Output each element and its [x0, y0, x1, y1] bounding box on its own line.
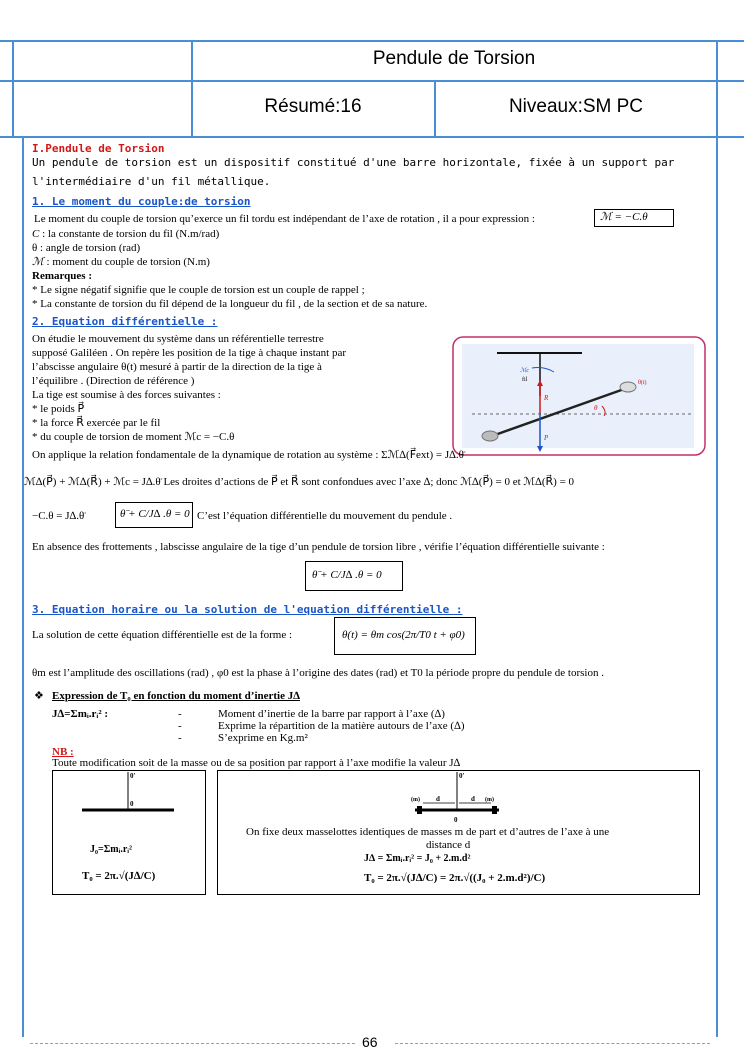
def-theta: θ : angle de torsion (rad) — [32, 242, 141, 254]
force-2: * la force R⃗ exercée par le fil — [32, 417, 161, 429]
svg-text:0: 0 — [454, 816, 458, 824]
svg-text:(m): (m) — [411, 797, 420, 803]
bullet-1: - — [178, 708, 182, 720]
masselottes-text-1: On fixe deux masselottes identiques de masses m de part et d’autres de l’axe à une — [246, 826, 610, 838]
mc-label: ℳc — [520, 368, 530, 374]
t0-expression-title: Expression de T₀ en fonction du moment d’inertie J∆ — [52, 690, 300, 702]
mass-left — [482, 431, 498, 441]
force-1: * le poids P⃗ — [32, 403, 85, 415]
torsion-pendulum-figure — [452, 336, 706, 456]
j-definition: J∆=Σmᵢ.rᵢ² : — [52, 708, 109, 720]
svg-text:(m): (m) — [485, 797, 494, 803]
bar-masses-figure — [217, 770, 698, 830]
diamond-bullet-icon: ❖ — [34, 690, 44, 702]
theta-label: θ — [594, 404, 598, 412]
def-m-symbol: ℳ — [32, 256, 44, 268]
svg-text:0: 0 — [130, 800, 134, 808]
bullet-2: - — [178, 720, 182, 732]
def-c-symbol: C — [32, 228, 40, 240]
header-right-border — [716, 40, 718, 137]
r-label: R⃗ — [544, 394, 554, 402]
mass-right — [620, 382, 636, 392]
rfd-text: On applique la relation fondamentale de la dynamique de rotation au système : Σℳ∆(F⃗ext) = J∆.θ̈ — [32, 449, 464, 461]
wire-label: fil — [522, 377, 528, 383]
couple-text: Le moment du couple de torsion qu’exerce un fil tordu est indépendant de l’axe de rotation , il a pour expression : — [34, 213, 535, 225]
svg-text:0': 0' — [459, 772, 465, 780]
solution-params: θm est l’amplitude des oscillations (rad) , φ0 est la phase à l’origine des dates (rad) et T0 la période propre du pendule de torsion . — [32, 667, 604, 679]
footer-rule-left — [30, 1043, 355, 1044]
force-3: * du couple de torsion de moment ℳc = −C.θ — [32, 431, 235, 443]
header-mid-rule — [0, 80, 744, 82]
diff-p3: l’abscisse angulaire θ(t) mesuré à partir de la direction de la tige à — [32, 361, 322, 373]
intro-line-1: Un pendule de torsion est un dispositif constitué d'une barre horizontale, fixée à un support par — [32, 156, 675, 169]
t0-formula-right: T₀ = 2π.√(J∆/C) = 2π.√((J₀ + 2.m.d²)/C) — [364, 872, 546, 884]
svg-text:0': 0' — [130, 772, 136, 780]
figure-background — [462, 344, 694, 448]
eq-left: −C.θ = J∆.θ̈ — [32, 510, 85, 522]
nb-label: NB : — [52, 746, 74, 758]
intro-line-2: l'intermédiaire d'un fil métallique. — [32, 175, 271, 188]
inertia-bullet-3: S’exprime en Kg.m² — [218, 732, 308, 744]
diff-p4: l’équilibre . (Direction de référence ) — [32, 375, 195, 387]
subsection-1-title: 1. Le moment du couple:de torsion — [32, 195, 251, 208]
def-c: : la constante de torsion du fil (N.m/rad) — [42, 228, 220, 240]
solution-intro: La solution de cette équation différentielle est de la forme : — [32, 629, 293, 641]
page-number: 66 — [362, 1034, 378, 1050]
j0-formula: J₀=Σmᵢ.rᵢ² — [90, 844, 133, 855]
remark-2: * La constante de torsion du fil dépend de la longueur du fil , de la section et de sa nature. — [32, 298, 428, 310]
eq-box-2-text: θ̈ + C/J∆ .θ = 0 — [312, 569, 382, 581]
def-m: : moment du couple de torsion (N.m) — [46, 256, 210, 268]
eq-box-1-text: θ̈ + C/J∆ .θ = 0 — [120, 508, 190, 520]
footer-rule-right — [395, 1043, 710, 1044]
svg-text:d: d — [471, 795, 475, 803]
diff-p2: supposé Galiléen . On repère les position de la tige à chaque instant par — [32, 347, 347, 359]
inertia-bullet-2: Exprime la répartition de la matière autours de l’axe (∆) — [218, 720, 465, 732]
header-left-border — [12, 40, 14, 137]
eq-caption: C’est l’équation différentielle du mouvement du pendule . — [197, 510, 453, 522]
mass-m-left — [417, 806, 422, 814]
mass-m-right — [492, 806, 497, 814]
levels: Niveaux:SM PC — [508, 96, 644, 117]
inertia-bullet-1: Moment d’inertie de la barre par rapport à l’axe (∆) — [218, 708, 445, 720]
solution-formula: θ(t) = θm cos(2π/T0 t + φ0) — [342, 629, 465, 641]
subsection-3-title: 3. Equation horaire ou la solution de l'equation différentielle : — [32, 603, 463, 616]
header-top-rule — [0, 40, 744, 42]
summary-number: Résumé:16 — [264, 96, 362, 117]
t0-formula-left: T₀ = 2π.√(J∆/C) — [82, 870, 156, 882]
remarks-label: Remarques : — [32, 270, 92, 282]
svg-text:d: d — [436, 795, 440, 803]
moments-text: ℳ∆(P⃗) + ℳ∆(R⃗) + ℳc = J∆.θ̈ Les droites d’actions de P⃗ et R⃗ sont confondues avec l’axe ∆; donc ℳ∆(P⃗) = 0 et ℳ∆(R⃗) = 0 — [24, 476, 575, 488]
p-label: P⃗ — [544, 434, 554, 442]
page-title: Pendule de Torsion — [372, 48, 536, 69]
section-title: I.Pendule de Torsion — [32, 142, 165, 155]
j-delta-formula: J∆ = Σmᵢ.rᵢ² = J₀ + 2.m.d² — [364, 853, 471, 864]
page-right-border — [716, 137, 718, 1037]
header-bottom-rule — [0, 136, 744, 138]
remark-1: * Le signe négatif signifie que le couple de torsion est un couple de rappel ; — [32, 284, 365, 296]
subsection-2-title: 2. Equation différentielle : — [32, 315, 218, 328]
diff-p5: La tige est soumise à des forces suivantes : — [32, 389, 221, 401]
nb-text: Toute modification soit de la masse ou de sa position par rapport à l’axe modifie la valeur J∆ — [52, 757, 461, 769]
bar-alone-figure — [52, 770, 204, 830]
theta-t-label: θ(t) — [638, 380, 647, 386]
page-left-border — [22, 137, 24, 1037]
bullet-3: - — [178, 732, 182, 744]
masselottes-text-2: distance d — [426, 839, 471, 851]
diff-p1: On étudie le mouvement du système dans un référentielle terrestre — [32, 333, 324, 345]
free-pendulum-text: En absence des frottements , labscisse angulaire de la tige d’un pendule de torsion libre , vérifie l’équation différentielle suivante : — [32, 541, 605, 553]
couple-formula: ℳ = −C.θ — [600, 211, 648, 223]
